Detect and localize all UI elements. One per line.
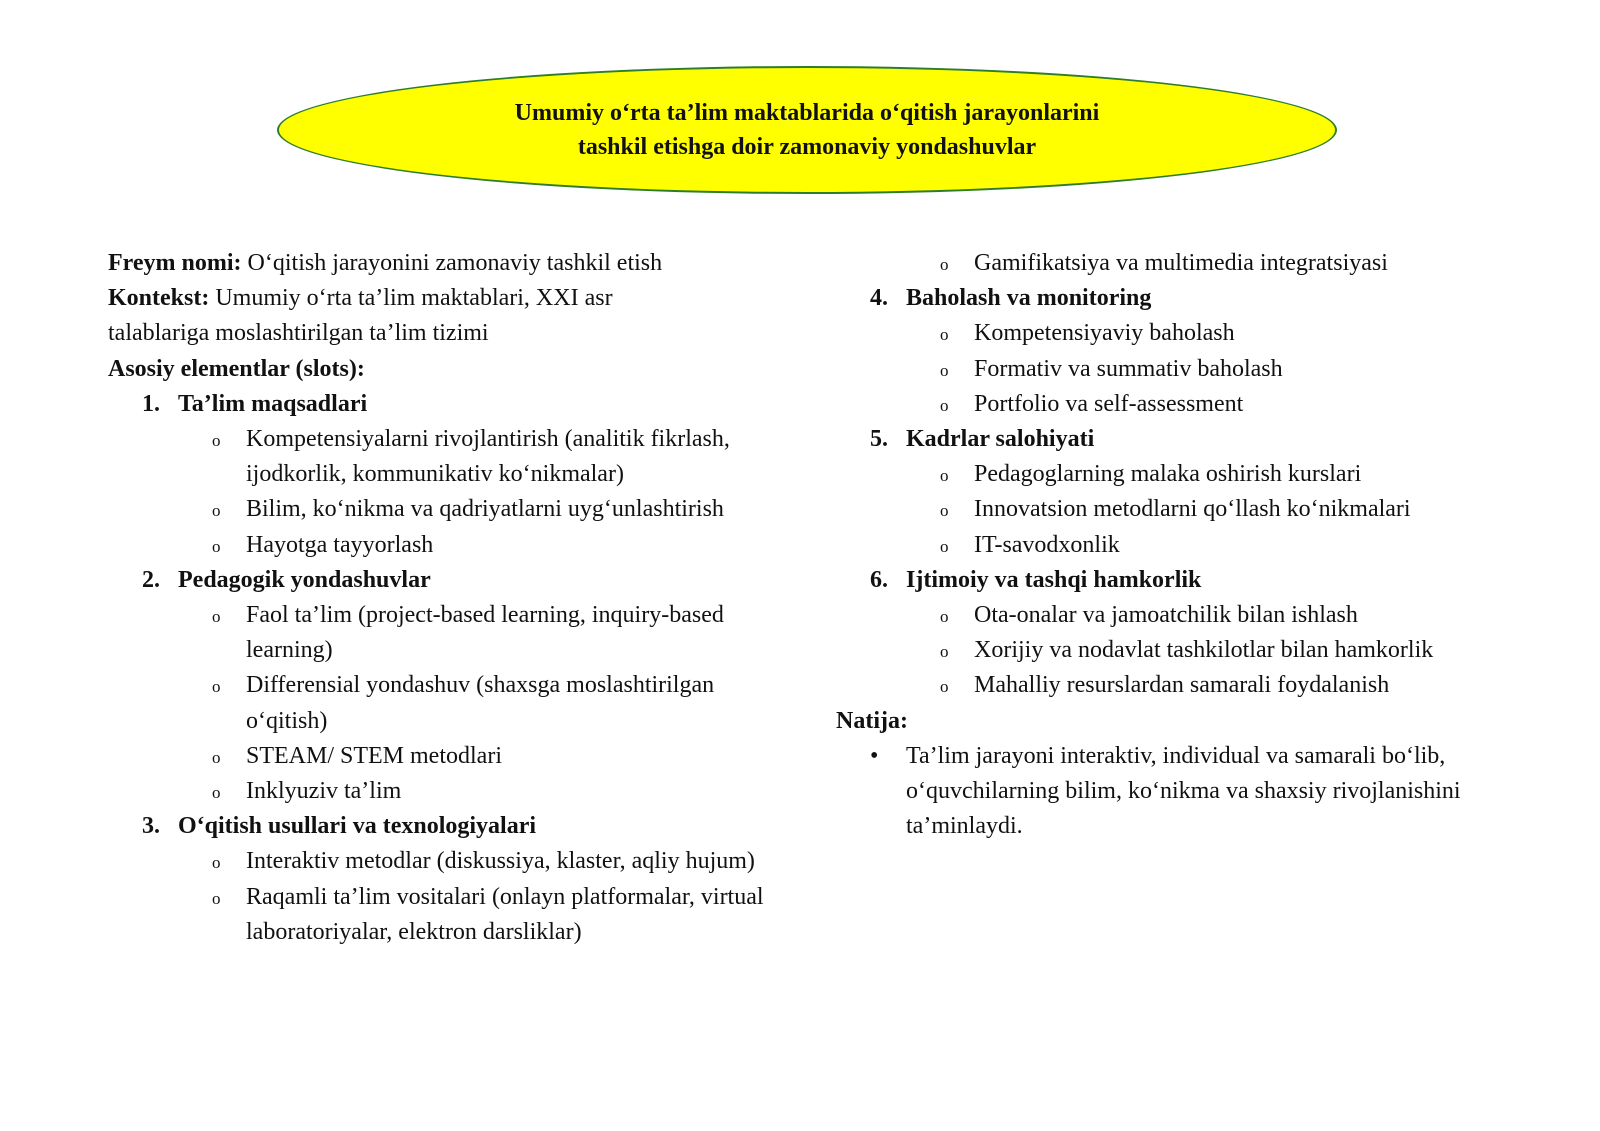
list-item (836, 528, 1556, 563)
section-title: Oʻqitish usullari va texnologiyalari (178, 813, 537, 840)
title-ellipse (277, 66, 1337, 194)
title-line-1: Umumiy oʻrta taʼlim maktablarida oʻqitish jarayonlarini (514, 100, 1100, 126)
list-marker-icon: o (212, 783, 221, 803)
section-heading (836, 563, 1556, 598)
list-marker-icon: o (940, 255, 949, 274)
list-item-text: Kompetensiyalarni rivojlantirish (analitik fikrlash, ijodkorlik, kommunikativ koʻnikmalar) (246, 426, 730, 488)
frame-name-label: Freym nomi: (108, 250, 242, 276)
list-item (836, 633, 1556, 668)
list-item (108, 844, 783, 879)
list-item-text: Interaktiv metodlar (diskussiya, klaster, aqliy hujum) (246, 848, 755, 875)
section-number: 4. (870, 285, 888, 312)
list-marker-icon: o (212, 431, 221, 451)
list-marker-icon: o (212, 747, 221, 767)
list-item-text: Pedagoglarning malaka oshirish kurslari (974, 461, 1362, 488)
right-column (836, 246, 1556, 844)
list-item (108, 492, 783, 527)
list-marker-icon: o (940, 607, 949, 627)
list-marker-icon: o (940, 642, 949, 662)
list-item-text: Xorijiy va nodavlat tashkilotlar bilan hamkorlik (974, 637, 1434, 664)
list-item-text: IT-savodxonlik (974, 531, 1120, 558)
section-number: 3. (142, 813, 160, 840)
list-marker-icon: o (940, 325, 949, 345)
list-item (836, 316, 1556, 351)
left-column (108, 246, 783, 950)
list-item (836, 668, 1556, 703)
list-marker-icon: o (940, 360, 949, 380)
section-number: 2. (142, 566, 160, 593)
section-heading (108, 809, 783, 844)
section-title: Pedagogik yondashuvlar (178, 566, 431, 593)
list-item-text: Kompetensiyaviy baholash (974, 320, 1235, 347)
list-item-text: Formativ va summativ baholash (974, 355, 1283, 382)
result-item (836, 739, 1556, 845)
list-marker-icon: o (940, 395, 949, 415)
list-item (836, 598, 1556, 633)
list-marker-icon: o (212, 677, 221, 697)
section-title: Kadrlar salohiyati (906, 426, 1095, 453)
list-item (108, 422, 783, 492)
list-item (836, 492, 1556, 527)
list-item (836, 246, 1556, 281)
frame-context (108, 281, 783, 316)
list-item-text: Hayotga tayyorlash (246, 531, 434, 558)
section-title: Taʼlim maqsadlari (178, 390, 368, 417)
section-heading (108, 387, 783, 422)
section-number: 6. (870, 566, 888, 593)
list-item-text: Bilim, koʻnikma va qadriyatlarni uygʻunlashtirish (246, 496, 724, 523)
section-title: Ijtimoiy va tashqi hamkorlik (906, 566, 1202, 593)
list-marker-icon: o (212, 501, 221, 521)
list-item (108, 528, 783, 563)
frame-context-value-line2: talablariga moslashtirilgan taʼlim tizimi (108, 320, 489, 347)
section-number: 5. (870, 426, 888, 453)
list-marker-icon: o (940, 501, 949, 521)
list-item-text: Gamifikatsiya va multimedia integratsiyasi (974, 250, 1388, 276)
frame-name (108, 246, 783, 281)
bullet-icon: • (870, 742, 879, 769)
list-item (108, 880, 783, 950)
list-marker-icon: o (212, 888, 221, 908)
list-item (108, 598, 783, 668)
list-marker-icon: o (940, 677, 949, 697)
list-marker-icon: o (940, 466, 949, 486)
frame-name-value: Oʻqitish jarayonini zamonaviy tashkil etish (241, 250, 663, 276)
frame-context-label: Kontekst: (108, 285, 210, 312)
title-line-2: tashkil etishga doir zamonaviy yondashuvlar (577, 134, 1037, 160)
list-item (108, 774, 783, 809)
list-marker-icon: o (212, 607, 221, 627)
frame-context-value-line1: Umumiy oʻrta taʼlim maktablari, XXI asr (209, 285, 613, 312)
section-heading (836, 422, 1556, 457)
section-title: Baholash va monitoring (906, 285, 1152, 312)
section-number: 1. (142, 390, 160, 417)
list-item (836, 387, 1556, 422)
list-marker-icon: o (212, 536, 221, 556)
section-heading (836, 281, 1556, 316)
list-item-text: Faol taʼlim (project-based learning, inquiry-based learning) (246, 602, 724, 664)
list-item-text: Raqamli taʼlim vositalari (onlayn platformalar, virtual laboratoriyalar, elektron darsliklar) (246, 883, 764, 945)
list-item-text: Inklyuziv taʼlim (246, 778, 402, 805)
list-item-text: Differensial yondashuv (shaxsga moslashtirilgan oʻqitish) (246, 672, 715, 734)
list-item-text: Innovatsion metodlarni qoʻllash koʻnikmalari (974, 496, 1411, 523)
list-marker-icon: o (940, 536, 949, 556)
list-item (836, 352, 1556, 387)
list-item (836, 457, 1556, 492)
list-marker-icon: o (212, 853, 221, 873)
list-item-text: Mahalliy resurslardan samarali foydalanish (974, 672, 1390, 699)
elements-heading: Asosiy elementlar (slots): (108, 355, 365, 382)
list-item (108, 739, 783, 774)
list-item-text: Ota-onalar va jamoatchilik bilan ishlash (974, 602, 1358, 629)
list-item-text: STEAM/ STEM metodlari (246, 742, 502, 769)
list-item-text: Portfolio va self-assessment (974, 390, 1244, 417)
list-item (108, 668, 783, 738)
result-label: Natija: (836, 707, 908, 734)
section-heading (108, 563, 783, 598)
result-item-text: Taʼlim jarayoni interaktiv, individual va samarali boʻlib, oʻquvchilarning bilim, koʻnikma va shaxsiy rivojlanishini taʼminlaydi. (906, 742, 1461, 840)
